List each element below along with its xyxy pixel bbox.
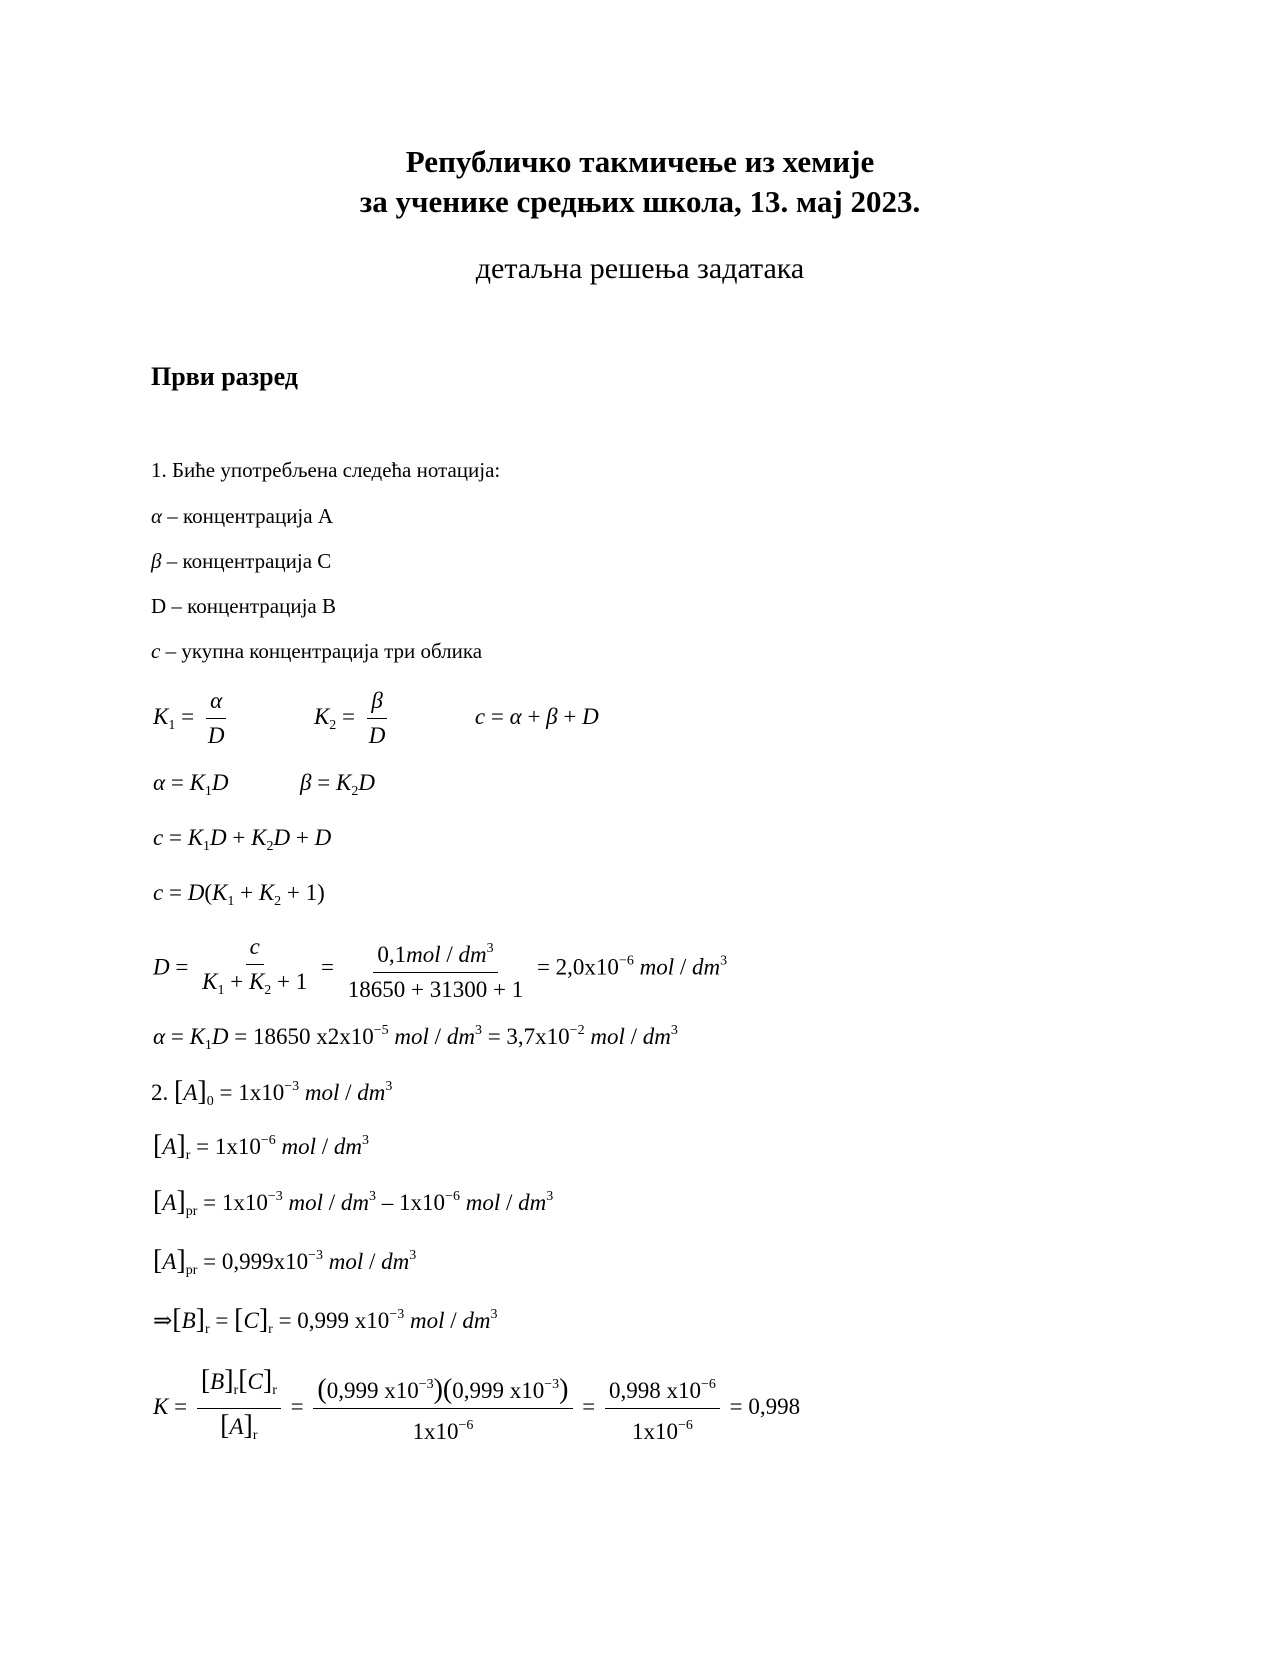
equation-alpha-beta: $\alpha = K_1D$ $\beta = K_2D$ bbox=[153, 770, 375, 799]
problem-1-intro: 1. Биће употребљена следећа нотација: bbox=[151, 458, 501, 482]
d-denominator-values: 18650 + 31300 + 1 bbox=[347, 976, 524, 1002]
equation-k1-k2-c: $K_1$ = $\frac{\alpha}{D}$ $K_2$ = $\frac{\beta}{D}$ c = α + β + D bbox=[153, 688, 599, 748]
equation-apr-diff: $[A]_{pr} = 1x10^{-3}$ mol / $dm^3 - 1x10^{-6}$ mol / $dm^3$ bbox=[153, 1186, 554, 1219]
notation-text: – концентрација А bbox=[162, 504, 334, 528]
equation-alpha-result: $\alpha = K_1D = 18650$ $x2x10^{-5}$ mol / $dm^3 = 3,7x10^{-2}$ mol / $dm^3$ bbox=[153, 1023, 678, 1053]
title-line-2: за ученике средњих школа, 13. мај 2023. bbox=[359, 184, 921, 219]
k-paren-2: 0,999 x10 bbox=[452, 1378, 545, 1403]
notation-text: – концентрација B bbox=[166, 594, 336, 618]
k-paren-1: 0,999 x10 bbox=[326, 1378, 419, 1403]
k-den-1: 1x10 bbox=[412, 1419, 459, 1444]
k-den-2: 1x10 bbox=[631, 1419, 678, 1444]
subtitle: детаљна решења задатака bbox=[475, 252, 805, 285]
equation-k: K = $\frac{[B]_r[C]_r}{[A]_r}$ = $\frac{(0,999 x10^{-3})(0,999 x10^{-3})}{1x10^{-6}}$ = $\frac{0,998 x10^{-6}}{1x10^{-6}}$ = 0,998 bbox=[153, 1365, 801, 1444]
d-numerator-value: 0,1 bbox=[377, 941, 407, 967]
apr-expr-b: – 1x10 bbox=[376, 1190, 446, 1215]
section-title: Први разред bbox=[151, 362, 298, 391]
apr-value: = 0,999x10 bbox=[203, 1249, 309, 1274]
d-result: = 2,0x10 bbox=[536, 954, 619, 980]
a0-value: = 1x10 bbox=[219, 1080, 285, 1105]
k-result: = 0,998 bbox=[729, 1393, 801, 1419]
equation-b-c: $\Rightarrow[B]_r = [C]_r = 0,999$ $x10^{-3}$ mol / $dm^3$ bbox=[153, 1304, 498, 1337]
notation-c bbox=[151, 639, 482, 664]
title-line-1: Републичко такмичење из хемије bbox=[405, 144, 875, 179]
alpha-calc: = 18650 x2x10 bbox=[234, 1024, 374, 1049]
notation-d bbox=[151, 594, 336, 619]
apr-expr-a: = 1x10 bbox=[203, 1190, 268, 1215]
problem-2-label: 2. bbox=[151, 1080, 169, 1105]
notation-symbol: β bbox=[151, 549, 162, 573]
notation-alpha bbox=[151, 504, 333, 529]
notation-symbol: α bbox=[151, 504, 163, 528]
notation-symbol: D bbox=[151, 594, 167, 618]
notation-text: – укупна концентрација три облика bbox=[160, 639, 483, 663]
ar-value: = 1x10 bbox=[196, 1134, 261, 1159]
equation-ar: $[A]_r = 1x10^{-6}$ mol / $dm^3$ bbox=[153, 1130, 370, 1163]
bc-value: = 0,999 x10 bbox=[278, 1308, 390, 1333]
notation-beta bbox=[151, 549, 331, 574]
equation-c-sum: $c = K_1D + K_2D + D$ bbox=[153, 825, 332, 854]
k-num2: 0,998 x10 bbox=[608, 1378, 701, 1403]
equation-a0: 2. $[A]_0 = 1x10^{-3}$ mol / $dm^3$ bbox=[151, 1076, 393, 1109]
alpha-result: = 3,7x10 bbox=[487, 1024, 570, 1049]
notation-text: – концентрација C bbox=[161, 549, 332, 573]
equation-c-factored: $c = D(K_1 + K_2 + 1)$ bbox=[153, 880, 325, 909]
notation-symbol: c bbox=[151, 639, 161, 663]
equation-d-result: D = $\frac{c}{K_1 + K_2 + 1}$ = $\frac{0,1mol / dm^3}{18650 + 31300 + 1}$ = $2,0x10^{-6}$ mol / $dm^3$ bbox=[153, 932, 727, 1006]
equation-apr-value: $[A]_{pr} = 0,999x10^{-3}$ mol / $dm^3$ bbox=[153, 1245, 417, 1278]
